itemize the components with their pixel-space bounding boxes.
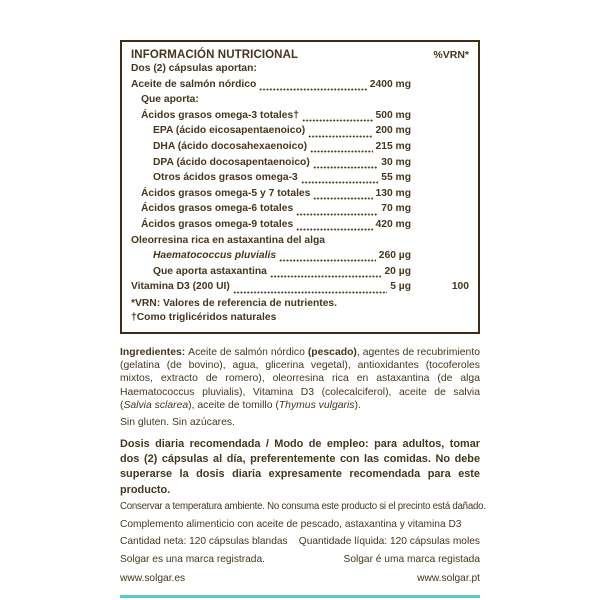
- vrn-footnote: *VRN: Valores de referencia de nutrientes.: [131, 297, 338, 309]
- nutrient-amount: 130 mg: [375, 187, 411, 199]
- storage-instructions: Conservar a temperatura ambiente. No consuma este producto si el precinto está dañado.: [120, 500, 486, 512]
- ingredients-part4: ).: [354, 399, 361, 411]
- ingredients-lead: Ingredientes:: [120, 346, 189, 358]
- nutrient-amount: 70 mg: [381, 203, 411, 215]
- dot-leader: [279, 254, 376, 263]
- nutrition-panel-title: INFORMACIÓN NUTRICIONAL: [131, 49, 299, 61]
- dot-leader: [313, 160, 378, 169]
- nutrition-row: [131, 77, 469, 93]
- nutrient-label: Ácidos grasos omega-6 totales: [141, 203, 294, 215]
- ingredients-part1: Aceite de salmón nórdico: [188, 346, 308, 358]
- trademark-pt: Solgar é uma marca registada: [343, 554, 480, 566]
- website-es: www.solgar.es: [120, 572, 186, 584]
- nutrition-row: [131, 264, 469, 280]
- website-pt: www.solgar.pt: [417, 572, 480, 584]
- dot-leader: [308, 129, 372, 138]
- label-content: [120, 40, 486, 598]
- dot-leader: [313, 191, 372, 200]
- nutrient-label: Que aporta astaxantina: [153, 265, 267, 277]
- nutrient-label: Vitamina D3 (200 UI): [131, 281, 230, 293]
- nutrient-amount: 260 µg: [378, 250, 411, 262]
- allergen-claims: Sin gluten. Sin azúcares.: [120, 416, 235, 428]
- nutrition-row: [131, 248, 469, 264]
- ingredients-paragraph: [120, 346, 480, 412]
- ingredients-sage-species: Salvia sclarea: [123, 399, 189, 411]
- dot-leader: [296, 207, 378, 216]
- nutrient-amount: 420 mg: [375, 218, 411, 230]
- nutrition-row: [131, 123, 469, 139]
- ingredients-fish-allergen: (pescado): [307, 346, 357, 358]
- nutrient-label: Que aporta:: [141, 94, 199, 106]
- ingredients-part2: , agentes de recubrimiento (gelatina (de bovino), agua, glicerina vegetal), antioxidantes (tocoferoles mixtos, extracto de romero), oleorresina rica en astaxantina (de alga Haematococcus pluvialis), Vitamina D3 (colecalciferol), aceite de salvia (: [120, 346, 480, 411]
- triglycerides-footnote: †Como triglicéridos naturales: [131, 312, 277, 324]
- nutrition-row: [131, 155, 469, 171]
- nutrient-vrn-value: 100: [451, 281, 469, 293]
- trademark-es: Solgar es una marca registrada.: [120, 554, 265, 566]
- nutrient-label: EPA (ácido eicosapentaenoico): [153, 125, 306, 137]
- nutrient-amount: 215 mg: [375, 140, 411, 152]
- nutrient-amount: 500 mg: [375, 109, 411, 121]
- nutrition-row: [131, 217, 469, 233]
- nutrition-row: [131, 139, 469, 155]
- nutrient-label: Ácidos grasos omega-5 y 7 totales: [141, 187, 311, 199]
- nutrition-row: [131, 170, 469, 186]
- dot-leader: [259, 82, 366, 91]
- dosage-paragraph: Dosis diaria recomendada / Modo de empleo: para adultos, tomar dos (2) cápsulas al día, preferentemente con las comidas. No debe superarse la dosis diaria expresamente recomendada para este producto.: [120, 437, 480, 496]
- nutrient-label: Ácidos grasos omega-3 totales†: [141, 109, 299, 121]
- net-quantity-pt: Quantidade líquida: 120 cápsulas moles: [298, 535, 480, 547]
- nutrition-row: [131, 201, 469, 217]
- dot-leader: [233, 285, 387, 294]
- nutrition-row: [131, 108, 469, 124]
- nutrition-row: [131, 233, 469, 249]
- nutrient-label: Otros ácidos grasos omega-3: [153, 172, 298, 184]
- nutrient-label: Haematococcus pluvialis: [153, 250, 277, 262]
- nutrient-amount: 20 µg: [384, 265, 411, 277]
- dot-leader: [301, 176, 378, 185]
- nutrient-label: Ácidos grasos omega-9 totales: [141, 218, 294, 230]
- dot-leader: [296, 223, 372, 232]
- nutrition-row: [131, 279, 469, 295]
- nutrient-label: DHA (ácido docosahexaenoico): [153, 140, 308, 152]
- nutrition-row: [131, 186, 469, 202]
- trademark-row: [120, 551, 480, 570]
- nutrient-amount: 200 mg: [375, 125, 411, 137]
- nutrition-row: [131, 92, 469, 108]
- nutrient-amount: 2400 mg: [369, 78, 411, 90]
- serving-size-line: Dos (2) cápsulas aportan:: [131, 63, 257, 74]
- nutrient-amount: 55 mg: [381, 172, 411, 184]
- accent-rule: [120, 595, 480, 598]
- dot-leader: [310, 145, 372, 154]
- nutrition-panel-header: [131, 49, 469, 61]
- dot-leader: [270, 269, 382, 278]
- nutrition-rows: [131, 77, 469, 295]
- net-quantity-es: Cantidad neta: 120 cápsulas blandas: [120, 535, 288, 547]
- quantity-row: [120, 533, 480, 552]
- ingredients-part3: ), aceite de tomillo (: [188, 399, 279, 411]
- ingredients-thyme-species: Thymus vulgaris: [278, 399, 355, 411]
- nutrient-amount: 30 mg: [381, 156, 411, 168]
- nutrient-label: DPA (ácido docosapentaenoico): [153, 156, 310, 168]
- dot-leader: [302, 113, 373, 122]
- product-description: Complemento alimenticio con aceite de pescado, astaxantina y vitamina D3: [120, 518, 462, 530]
- vrn-column-header: %VRN*: [433, 49, 469, 61]
- nutrition-panel: [120, 40, 480, 334]
- nutrient-label: Oleorresina rica en astaxantina del alga: [131, 234, 326, 246]
- website-row: [120, 570, 480, 589]
- nutrient-label: Aceite de salmón nórdico: [131, 78, 257, 90]
- nutrient-amount: 5 µg: [390, 281, 411, 293]
